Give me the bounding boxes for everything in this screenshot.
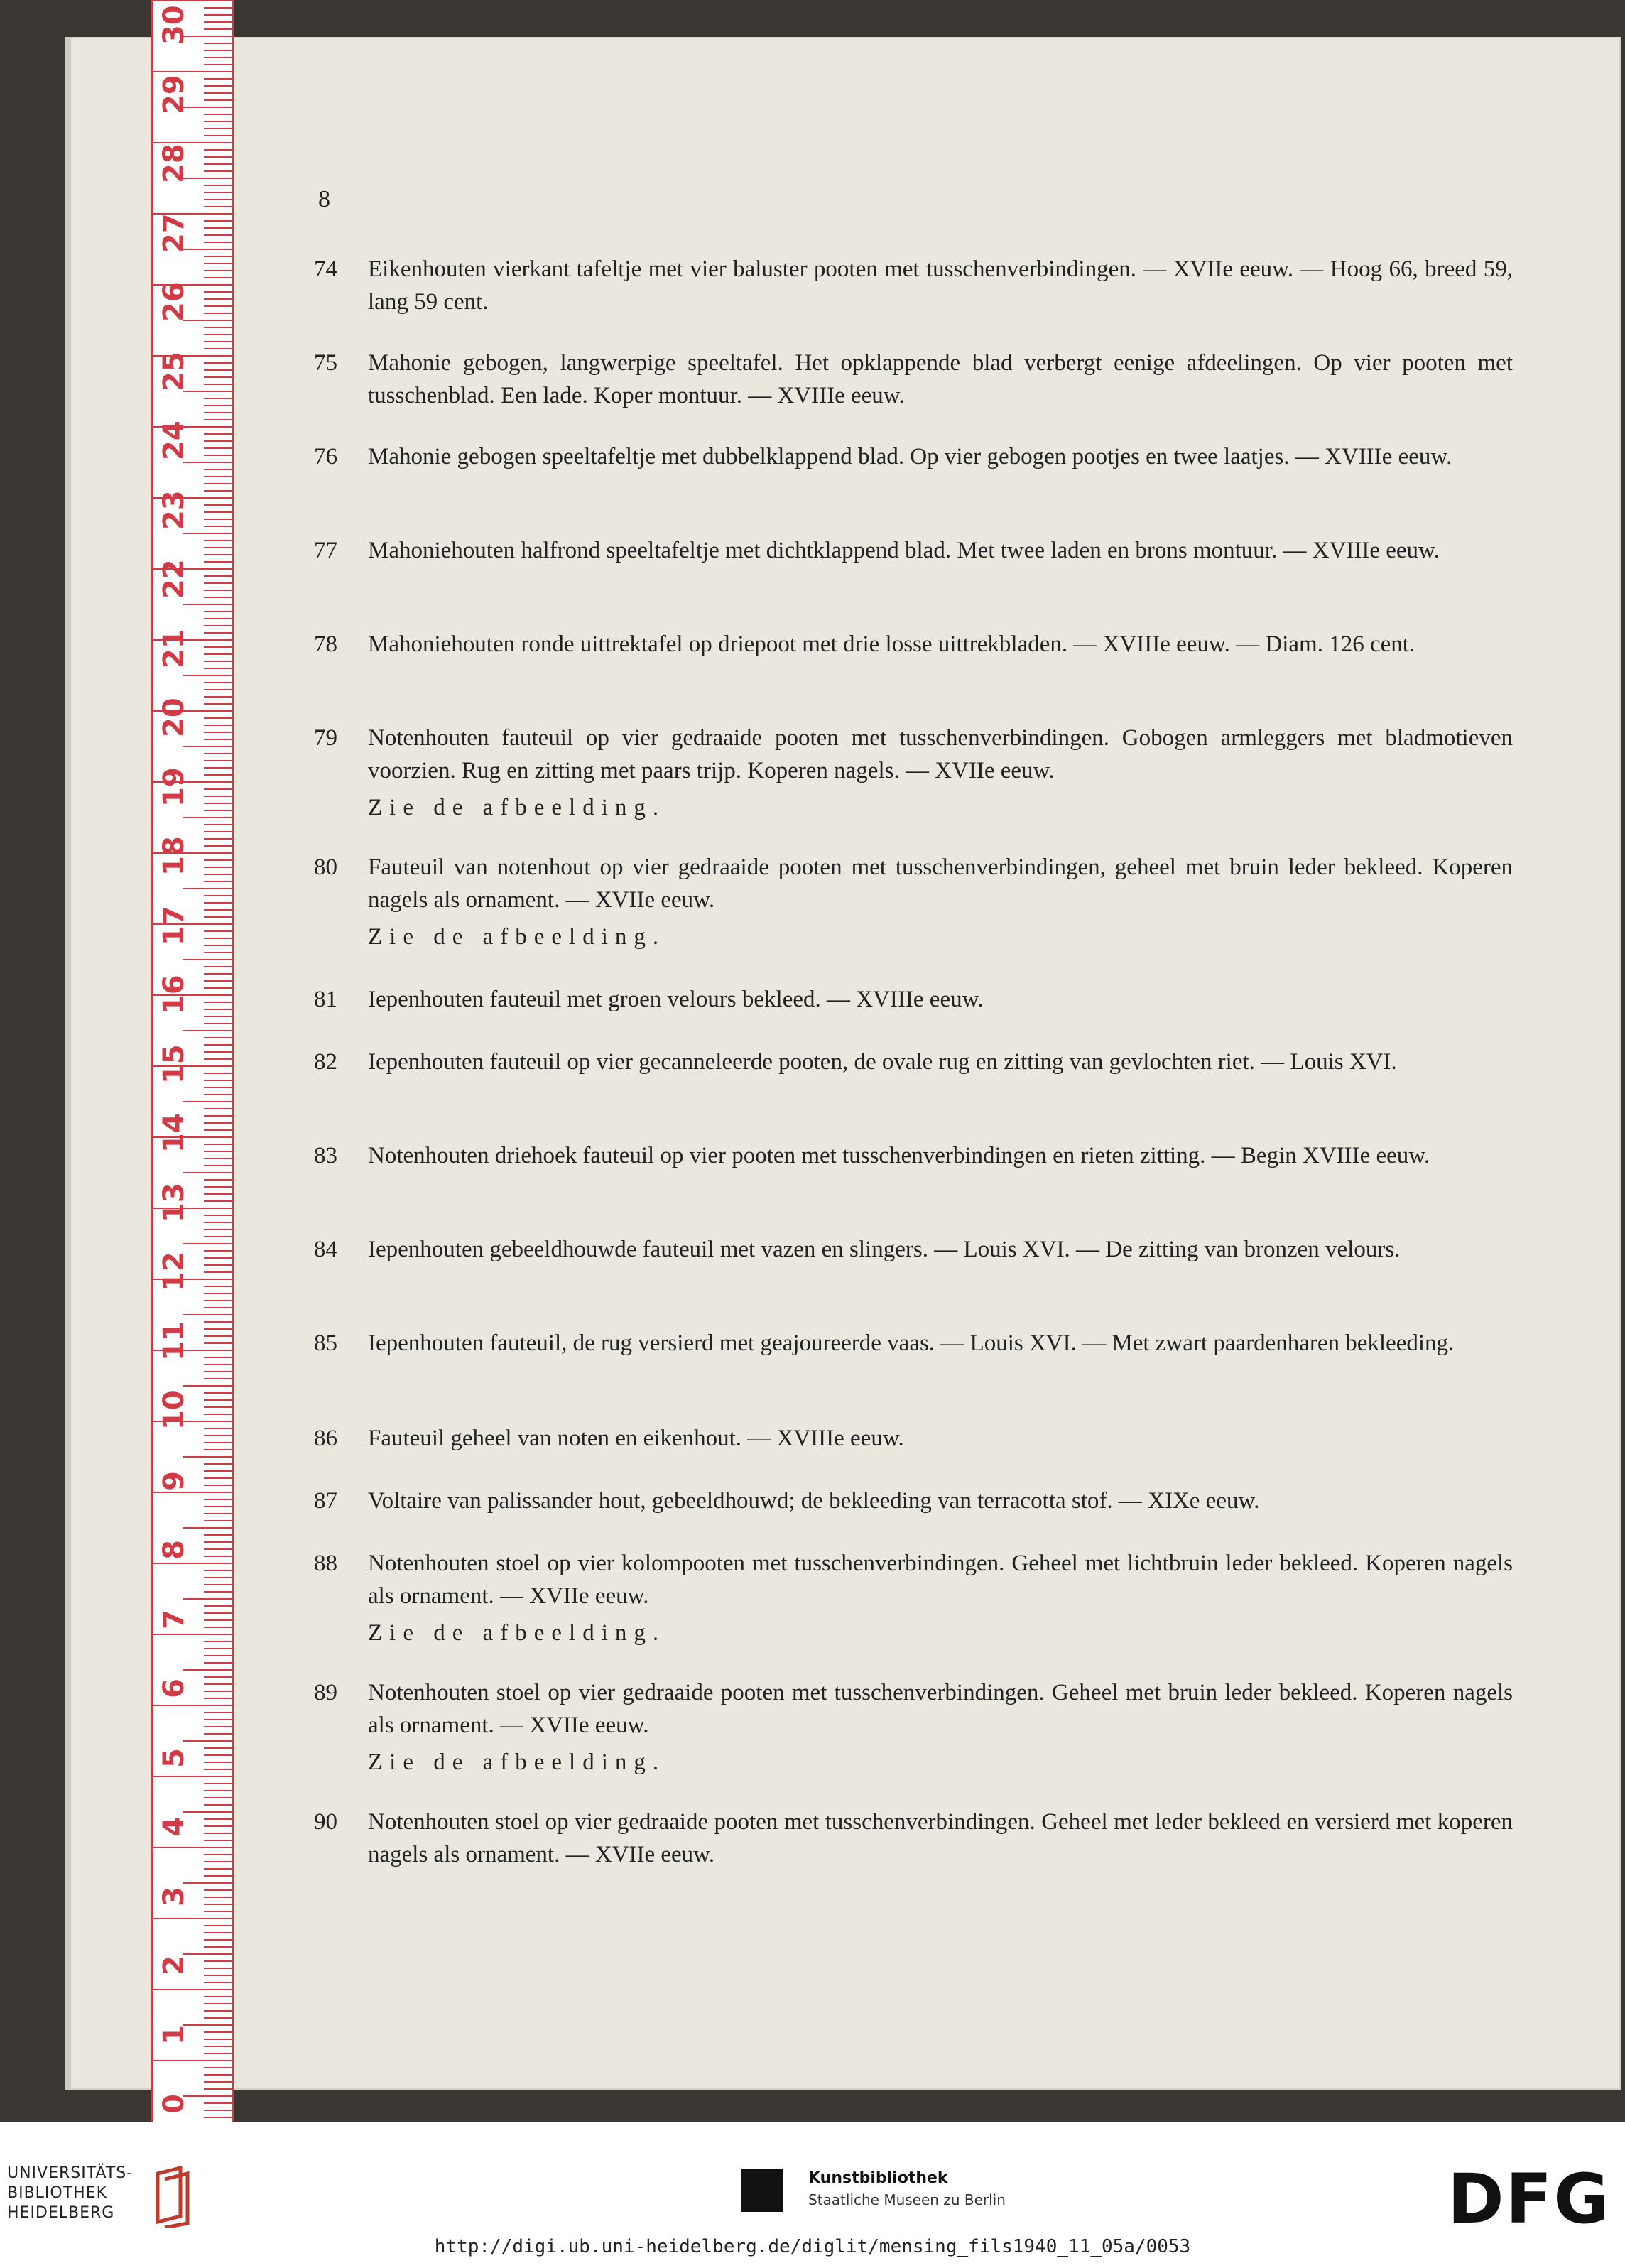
entry-number: 76: [314, 444, 337, 470]
ruler-number: 4: [158, 1817, 190, 1837]
university-line-3: HEIDELBERG: [7, 2204, 115, 2222]
entry-description: Fauteuil geheel van noten en eikenhout. — XVIIIe eeuw.: [368, 1426, 904, 1451]
entry-number: 82: [314, 1049, 337, 1075]
ruler-number: 23: [158, 489, 190, 530]
entry-description: Notenhouten fauteuil op vier gedraaide pooten met tusschenverbindingen. Gobogen armleggers met bladmotieven voorzien. Rug en zitting met paars trijp. Koperen nagels. — XVIIe eeuw.: [368, 725, 1513, 783]
ruler-number: 13: [158, 1182, 190, 1222]
entry-text-block: [368, 983, 1513, 1016]
page-edge: [65, 37, 71, 2090]
entry-number: 79: [314, 725, 337, 751]
entry-description: Iepenhouten fauteuil, de rug versierd met geajoureerde vaas. — Louis XVI. — Met zwart paardenharen bekleeding.: [368, 1330, 1455, 1356]
see-illustration-note: Zie de afbeelding.: [368, 1749, 666, 1775]
see-illustration-note: Zie de afbeelding.: [368, 1620, 666, 1646]
entry-text-block: [368, 851, 1513, 953]
ruler-number: 5: [158, 1747, 190, 1768]
measuring-ruler: [151, 0, 234, 2122]
entry-text-block: [368, 1139, 1513, 1172]
entry-description: Eikenhouten vierkant tafeltje met vier baluster pooten met tusschenverbindingen. — XVIIe eeuw. — Hoog 66, breed 59, lang 59 cent.: [368, 256, 1513, 315]
ruler-number: 0: [158, 2094, 190, 2114]
university-line-1: UNIVERSITÄTS-: [7, 2164, 134, 2182]
entry-description: Iepenhouten gebeeldhouwde fauteuil met vazen en slingers. — Louis XVI. — De zitting van bronzen velours.: [368, 1237, 1401, 1262]
entry-number: 80: [314, 854, 337, 880]
entry-number: 84: [314, 1237, 337, 1262]
kunstbibliothek-subtitle: Staatliche Museen zu Berlin: [808, 2191, 1006, 2208]
footer-bar: [0, 2122, 1625, 2268]
ruler-number: 3: [158, 1886, 190, 1906]
entry-number: 74: [314, 256, 337, 282]
entry-text-block: [368, 440, 1513, 473]
entry-text-block: [368, 1676, 1513, 1779]
ruler-number: 11: [158, 1320, 190, 1361]
entry-number: 81: [314, 987, 337, 1012]
ruler-number: 19: [158, 766, 190, 807]
ruler-number: 8: [158, 1540, 190, 1560]
entry-description: Iepenhouten fauteuil met groen velours bekleed. — XVIIIe eeuw.: [368, 987, 984, 1012]
ruler-number: 26: [158, 282, 190, 322]
university-library-logo-text: [7, 2164, 133, 2223]
entry-description: Mahonie gebogen, langwerpige speeltafel. Het opklappende blad verbergt eenige afdeelingen. Op vier pooten met tusschenblad. Een lade. Koper montuur. — XVIIIe eeuw.: [368, 350, 1513, 408]
ruler-number: 12: [158, 1252, 190, 1291]
entry-text-block: [368, 1806, 1513, 1871]
entry-text-block: [368, 534, 1513, 567]
ruler-number: 10: [158, 1390, 190, 1430]
entry-description: Notenhouten stoel op vier gedraaide pooten met tusschenverbindingen. Geheel met bruin leder bekleed. Koperen nagels als ornament. — XVIIe eeuw.: [368, 1680, 1513, 1738]
university-seal-icon: [152, 2166, 192, 2228]
ruler-number: 30: [158, 5, 190, 45]
entry-description: Mahonie gebogen speeltafeltje met dubbelklappend blad. Op vier gebogen pootjes en twee laatjes. — XVIIIe eeuw.: [368, 444, 1452, 470]
entry-number: 85: [314, 1330, 337, 1356]
ruler-number: 17: [158, 905, 190, 945]
entry-description: Fauteuil van notenhout op vier gedraaide pooten met tusschenverbindingen, geheel met bruin leder bekleed. Koperen nagels als ornament. — XVIIe eeuw.: [368, 854, 1513, 913]
entry-text-block: [368, 347, 1513, 412]
entry-description: Mahoniehouten ronde uittrektafel op driepoot met drie losse uittrekbladen. — XVIIIe eeuw. — Diam. 126 cent.: [368, 631, 1415, 657]
entry-description: Iepenhouten fauteuil op vier gecanneleerde pooten, de ovale rug en zitting van gevlochten riet. — Louis XVI.: [368, 1049, 1397, 1075]
entry-text-block: [368, 1422, 1513, 1455]
kunstbibliothek-title: Kunstbibliothek: [808, 2169, 948, 2187]
entry-text-block: [368, 1327, 1513, 1360]
permalink-url[interactable]: http://digi.ub.uni-heidelberg.de/diglit/mensing_fils1940_11_05a/0053: [434, 2236, 1191, 2257]
entry-number: 90: [314, 1809, 337, 1835]
ruler-number: 29: [158, 74, 190, 114]
entry-number: 75: [314, 350, 337, 376]
entry-text-block: [368, 1547, 1513, 1649]
entry-number: 88: [314, 1551, 337, 1576]
ruler-number: 1: [158, 2024, 190, 2045]
ruler-number: 7: [158, 1609, 190, 1629]
ruler-number: 16: [158, 975, 190, 1014]
entry-number: 77: [314, 538, 337, 563]
ruler-number: 25: [158, 351, 190, 391]
entry-description: Notenhouten stoel op vier kolompooten met tusschenverbindingen. Geheel met lichtbruin leder bekleed. Koperen nagels als ornament. — XVIIe eeuw.: [368, 1551, 1513, 1609]
ruler-number: 24: [158, 420, 190, 460]
entry-text-block: [368, 628, 1513, 661]
university-line-2: BIBLIOTHEK: [7, 2184, 108, 2202]
entry-description: Notenhouten stoel op vier gedraaide pooten met tusschenverbindingen. Geheel met leder bekleed en versierd met koperen nagels als ornament. — XVIIe eeuw.: [368, 1809, 1513, 1867]
entry-text-block: [368, 1233, 1513, 1266]
kunstbibliothek-icon: [741, 2169, 783, 2212]
ruler-number: 6: [158, 1678, 190, 1698]
entry-number: 87: [314, 1488, 337, 1514]
entry-number: 83: [314, 1143, 337, 1168]
ruler-number: 9: [158, 1470, 190, 1491]
entry-text-block: [368, 253, 1513, 318]
ruler-number: 21: [158, 628, 190, 668]
see-illustration-note: Zie de afbeelding.: [368, 924, 666, 950]
entry-number: 86: [314, 1426, 337, 1451]
see-illustration-note: Zie de afbeelding.: [368, 795, 666, 820]
ruler-number: 22: [158, 559, 190, 599]
ruler-number: 14: [158, 1113, 190, 1153]
dfg-logo: DFG: [1447, 2159, 1612, 2239]
entry-text-block: [368, 1485, 1513, 1517]
page-number: 8: [318, 186, 330, 212]
ruler-number: 18: [158, 836, 190, 876]
entry-text-block: [368, 1046, 1513, 1078]
ruler-number: 28: [158, 143, 190, 183]
entry-number: 78: [314, 631, 337, 657]
entry-number: 89: [314, 1680, 337, 1705]
ruler-number: 20: [158, 698, 190, 737]
ruler-number: 2: [158, 1955, 190, 1975]
ruler-number: 27: [158, 212, 190, 253]
entry-description: Mahoniehouten halfrond speeltafeltje met dichtklappend blad. Met twee laden en brons montuur. — XVIIIe eeuw.: [368, 538, 1440, 563]
entry-description: Notenhouten driehoek fauteuil op vier pooten met tusschenverbindingen en rieten zitting. — Begin XVIIIe eeuw.: [368, 1143, 1430, 1168]
ruler-number: 15: [158, 1043, 190, 1084]
entry-text-block: [368, 722, 1513, 824]
entry-description: Voltaire van palissander hout, gebeeldhouwd; de bekleeding van terracotta stof. — XIXe eeuw.: [368, 1488, 1260, 1514]
